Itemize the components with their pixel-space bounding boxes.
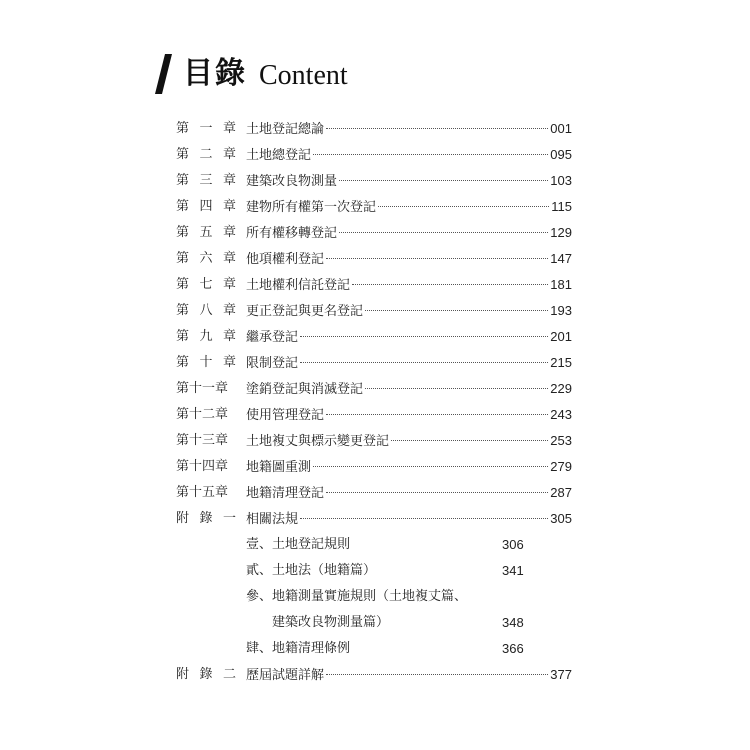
chapter-char: 錄 — [199, 667, 213, 682]
toc-entry — [176, 300, 572, 322]
dot-leader — [326, 414, 548, 415]
chapter-label — [176, 118, 236, 140]
dot-leader — [365, 388, 548, 389]
chapter-char: 附 — [176, 667, 190, 682]
page-number: 001 — [550, 121, 572, 136]
chapter-char: 第 — [176, 303, 190, 318]
chapter-char: 二 — [199, 147, 213, 162]
page-title: 目錄 — [183, 56, 247, 91]
dot-leader — [326, 258, 548, 259]
page-number: 229 — [550, 381, 572, 396]
dot-leader — [313, 154, 548, 155]
appendix-item-title: 貳、土地法（地籍篇） — [246, 563, 377, 578]
chapter-char: 錄 — [199, 511, 213, 526]
toc-entry — [176, 118, 572, 140]
dot-leader — [365, 310, 548, 311]
page-number: 305 — [550, 511, 572, 526]
appendix-item — [246, 534, 536, 556]
page-number: 377 — [550, 667, 572, 682]
toc-entry — [176, 144, 572, 166]
dot-leader — [326, 674, 548, 675]
dot-leader — [339, 232, 548, 233]
chapter-char: 八 — [199, 303, 213, 318]
chapter-label — [176, 222, 236, 244]
page-number: 147 — [550, 251, 572, 266]
appendix-item-page: 348 — [502, 615, 524, 630]
entry-title: 地籍清理登記 — [246, 486, 325, 501]
page-number: 193 — [550, 303, 572, 318]
chapter-char: 第 — [176, 173, 190, 188]
toc-entry — [176, 196, 572, 218]
chapter-label — [176, 274, 236, 296]
slash-mark — [155, 54, 172, 94]
chapter-char: 章 — [222, 225, 236, 240]
dot-leader — [339, 180, 548, 181]
chapter-char: 九 — [199, 329, 213, 344]
chapter-char: 第十三章 — [176, 433, 229, 448]
page-number: 215 — [550, 355, 572, 370]
toc-entry — [176, 508, 572, 530]
chapter-label — [176, 404, 236, 426]
appendix-item — [246, 560, 536, 582]
entry-title: 他項權利登記 — [246, 252, 325, 267]
chapter-char: 第 — [176, 147, 190, 162]
appendix-item-title: 壹、土地登記規則 — [246, 537, 351, 552]
page-subtitle: Content — [259, 60, 348, 91]
chapter-char: 章 — [222, 329, 236, 344]
toc-entry — [176, 404, 572, 426]
entry-title: 土地權利信託登記 — [246, 278, 351, 293]
entry-title: 使用管理登記 — [246, 408, 325, 423]
appendix-item — [246, 586, 536, 608]
page-number: 103 — [550, 173, 572, 188]
entry-title: 土地登記總論 — [246, 122, 325, 137]
chapter-label — [176, 248, 236, 270]
chapter-char: 第十二章 — [176, 407, 229, 422]
entry-title: 繼承登記 — [246, 330, 299, 345]
toc-entry — [176, 326, 572, 348]
chapter-char: 第 — [176, 277, 190, 292]
appendix-item-title: 肆、地籍清理條例 — [246, 641, 351, 656]
page-number: 115 — [551, 199, 572, 214]
entry-title: 塗銷登記與消滅登記 — [246, 382, 364, 397]
chapter-char: 附 — [176, 511, 190, 526]
dot-leader — [391, 440, 548, 441]
chapter-label — [176, 482, 236, 504]
chapter-char: 第十四章 — [176, 459, 229, 474]
toc-entry — [176, 430, 572, 452]
chapter-char: 第 — [176, 329, 190, 344]
page-number: 243 — [550, 407, 572, 422]
chapter-char: 第 — [176, 225, 190, 240]
chapter-label — [176, 300, 236, 322]
chapter-char: 章 — [222, 121, 236, 136]
appendix-item-title: 參、地籍測量實施規則（土地複丈篇、 — [246, 589, 468, 604]
dot-leader — [300, 518, 548, 519]
page-number: 253 — [550, 433, 572, 448]
page-number: 095 — [550, 147, 572, 162]
entry-title: 更正登記與更名登記 — [246, 304, 364, 319]
chapter-char: 第 — [176, 121, 190, 136]
toc-entry — [176, 482, 572, 504]
chapter-char: 六 — [199, 251, 213, 266]
entry-title: 相關法規 — [246, 512, 299, 527]
page-number: 129 — [550, 225, 572, 240]
appendix-item-page: 366 — [502, 641, 524, 656]
chapter-char: 章 — [222, 173, 236, 188]
chapter-label — [176, 456, 236, 478]
chapter-char: 十 — [199, 355, 213, 370]
dot-leader — [300, 336, 548, 337]
entry-title: 限制登記 — [246, 356, 299, 371]
entry-title: 建物所有權第一次登記 — [246, 200, 377, 215]
entry-title: 歷屆試題詳解 — [246, 668, 325, 683]
chapter-label — [176, 508, 236, 530]
chapter-label — [176, 352, 236, 374]
dot-leader — [326, 128, 548, 129]
toc-entry — [176, 274, 572, 296]
page-number: 279 — [550, 459, 572, 474]
toc-entry — [176, 248, 572, 270]
toc-entry — [176, 352, 572, 374]
appendix-item — [246, 638, 536, 660]
appendix-item-page: 306 — [502, 537, 524, 552]
chapter-char: 第 — [176, 199, 190, 214]
dot-leader — [326, 492, 548, 493]
chapter-char: 一 — [222, 511, 236, 526]
chapter-label — [176, 378, 236, 400]
chapter-label — [176, 326, 236, 348]
chapter-char: 第十一章 — [176, 381, 229, 396]
chapter-char: 五 — [199, 225, 213, 240]
chapter-char: 章 — [222, 355, 236, 370]
chapter-char: 三 — [199, 173, 213, 188]
toc-entry — [176, 170, 572, 192]
chapter-label — [176, 170, 236, 192]
entry-title: 土地複丈與標示變更登記 — [246, 434, 390, 449]
chapter-char: 章 — [222, 147, 236, 162]
dot-leader — [352, 284, 548, 285]
chapter-label — [176, 664, 236, 686]
chapter-char: 第 — [176, 251, 190, 266]
toc-header — [160, 46, 348, 96]
page-number: 287 — [550, 485, 572, 500]
toc-entry — [176, 664, 572, 686]
entry-title: 所有權移轉登記 — [246, 226, 338, 241]
chapter-label — [176, 430, 236, 452]
entry-title: 土地總登記 — [246, 148, 312, 163]
appendix-item-title: 建築改良物測量篇） — [246, 615, 390, 630]
chapter-char: 第十五章 — [176, 485, 229, 500]
toc-entry — [176, 378, 572, 400]
chapter-char: 章 — [222, 199, 236, 214]
entry-title: 地籍圖重測 — [246, 460, 312, 475]
toc-entry — [176, 222, 572, 244]
dot-leader — [300, 362, 548, 363]
chapter-char: 一 — [199, 121, 213, 136]
chapter-char: 章 — [222, 251, 236, 266]
entry-title: 建築改良物測量 — [246, 174, 338, 189]
chapter-char: 第 — [176, 355, 190, 370]
dot-leader — [313, 466, 548, 467]
page-number: 201 — [550, 329, 572, 344]
chapter-char: 章 — [222, 277, 236, 292]
appendix-item — [246, 612, 536, 634]
chapter-char: 七 — [199, 277, 213, 292]
toc-entry — [176, 456, 572, 478]
chapter-label — [176, 144, 236, 166]
appendix-item-page: 341 — [502, 563, 524, 578]
dot-leader — [378, 206, 549, 207]
chapter-char: 章 — [222, 303, 236, 318]
chapter-char: 二 — [222, 667, 236, 682]
chapter-char: 四 — [199, 199, 213, 214]
page-number: 181 — [550, 277, 572, 292]
chapter-label — [176, 196, 236, 218]
